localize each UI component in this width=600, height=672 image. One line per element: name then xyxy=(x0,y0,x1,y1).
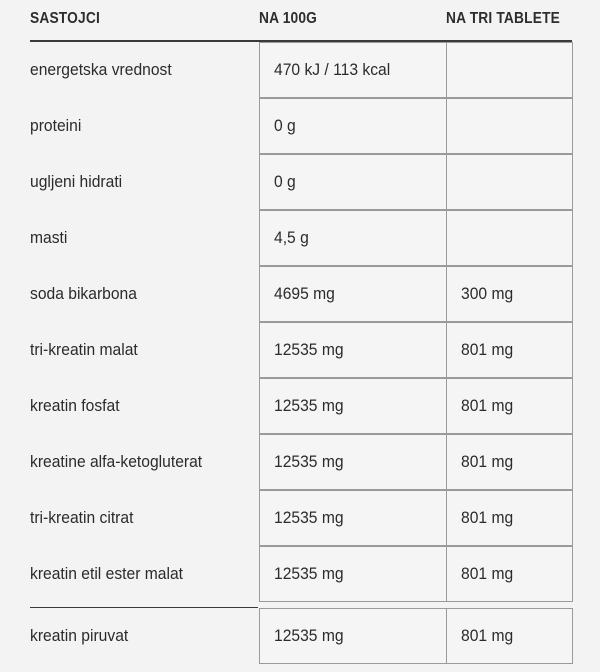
cell-per-100g xyxy=(259,98,447,154)
value-per-100g: 4,5 g xyxy=(274,228,309,247)
cell-per-100g xyxy=(259,210,447,266)
ingredient-name: soda bikarbona xyxy=(30,284,137,303)
cell-per-100g xyxy=(259,266,447,322)
ingredient-name: kreatin piruvat xyxy=(30,626,129,645)
ingredient-name: kreatin etil ester malat xyxy=(30,564,183,583)
value-per-100g: 0 g xyxy=(274,172,296,191)
table-row xyxy=(0,490,600,546)
ingredient-name: ugljeni hidrati xyxy=(30,172,123,191)
cell-per-three-tablets xyxy=(446,378,573,434)
cell-per-100g xyxy=(259,154,447,210)
ingredient-name: kreatin fosfat xyxy=(30,396,120,415)
value-per-100g: 12535 mg xyxy=(274,340,344,359)
value-per-three-tablets: 801 mg xyxy=(461,564,514,583)
ingredient-name: masti xyxy=(30,228,68,247)
table-row xyxy=(0,42,600,98)
table-row xyxy=(0,608,600,664)
value-per-100g: 12535 mg xyxy=(274,626,344,645)
table-row xyxy=(0,266,600,322)
cell-per-100g xyxy=(259,42,447,98)
cell-per-three-tablets xyxy=(446,434,573,490)
value-per-three-tablets: 801 mg xyxy=(461,508,514,527)
value-per-three-tablets: 801 mg xyxy=(461,396,514,415)
cell-per-100g xyxy=(259,546,447,602)
header-per-three-tablets: NA TRI TABLETE xyxy=(446,10,561,27)
value-per-100g: 12535 mg xyxy=(274,564,344,583)
ingredient-name: tri-kreatin citrat xyxy=(30,508,134,527)
cell-per-three-tablets xyxy=(446,322,573,378)
value-per-three-tablets: 801 mg xyxy=(461,626,514,645)
cell-per-100g xyxy=(259,378,447,434)
cell-per-three-tablets xyxy=(446,490,573,546)
table-row xyxy=(0,98,600,154)
value-per-100g: 470 kJ / 113 kcal xyxy=(274,60,391,79)
cell-per-three-tablets xyxy=(446,210,573,266)
table-header xyxy=(0,10,600,40)
cell-per-three-tablets xyxy=(446,608,573,664)
table-row xyxy=(0,154,600,210)
value-per-100g: 4695 mg xyxy=(274,284,335,303)
cell-per-three-tablets xyxy=(446,266,573,322)
value-per-100g: 12535 mg xyxy=(274,396,344,415)
cell-per-three-tablets xyxy=(446,42,573,98)
table-body xyxy=(0,42,600,672)
table-row xyxy=(0,546,600,602)
value-per-three-tablets: 801 mg xyxy=(461,452,514,471)
table-row xyxy=(0,322,600,378)
cell-per-100g xyxy=(259,434,447,490)
cell-per-100g xyxy=(259,322,447,378)
value-per-100g: 12535 mg xyxy=(274,508,344,527)
value-per-three-tablets: 300 mg xyxy=(461,284,514,303)
section-divider xyxy=(30,607,258,608)
cell-per-three-tablets xyxy=(446,98,573,154)
ingredient-name: proteini xyxy=(30,116,82,135)
cell-per-three-tablets xyxy=(446,546,573,602)
ingredient-name: energetska vrednost xyxy=(30,60,172,79)
ingredient-name: tri-kreatin malat xyxy=(30,340,138,359)
value-per-100g: 12535 mg xyxy=(274,452,344,471)
table-row xyxy=(0,434,600,490)
value-per-three-tablets: 801 mg xyxy=(461,340,514,359)
ingredient-name: kreatine alfa-ketogluterat xyxy=(30,452,203,471)
value-per-100g: 0 g xyxy=(274,116,296,135)
cell-per-100g xyxy=(259,608,447,664)
cell-per-three-tablets xyxy=(446,154,573,210)
header-per-100g: NA 100G xyxy=(259,10,318,27)
table-row xyxy=(0,378,600,434)
table-row xyxy=(0,210,600,266)
header-ingredients: SASTOJCI xyxy=(30,10,100,27)
cell-per-100g xyxy=(259,490,447,546)
